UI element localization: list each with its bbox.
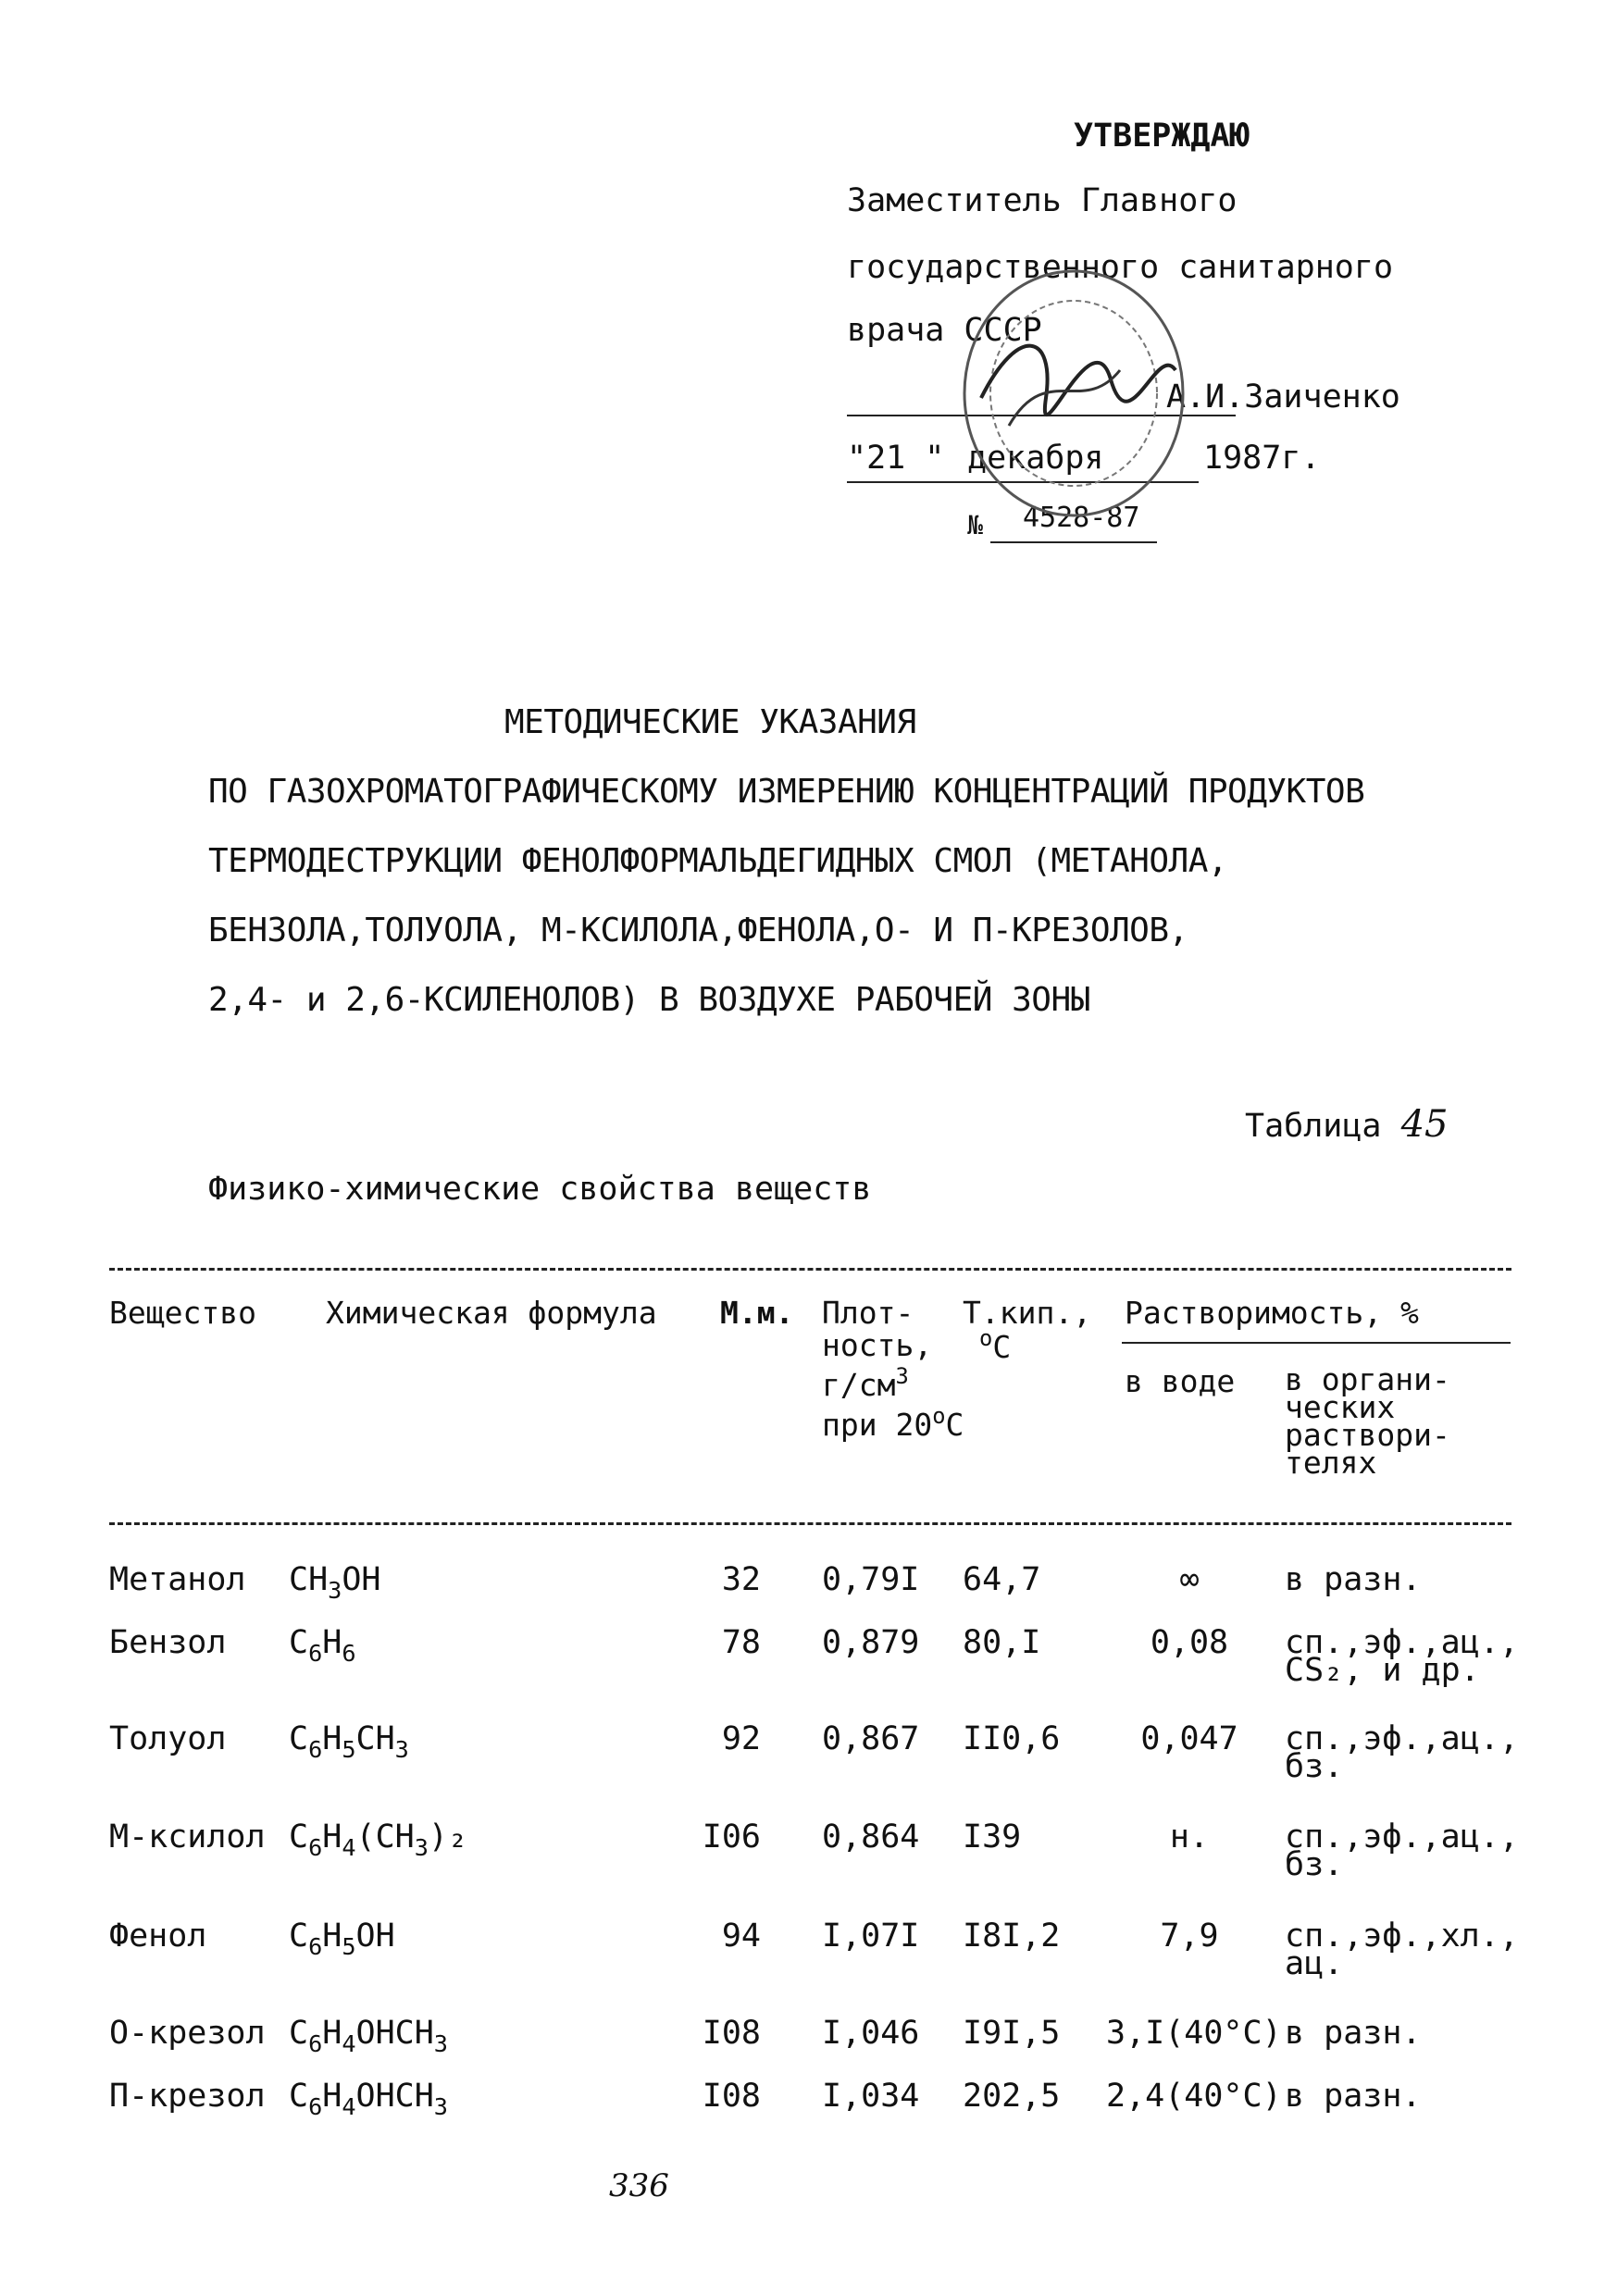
table-caption: Физико-химические свойства веществ [208, 1171, 872, 1208]
header-density-1: Плот- [822, 1295, 914, 1331]
date-day-underline [847, 481, 967, 483]
formula-part: 3 [433, 2092, 448, 2120]
header-in-organic-3: раствори- [1285, 1417, 1450, 1453]
header-density-4-sup: о [932, 1402, 946, 1429]
title-line-1: МЕТОДИЧЕСКИЕ УКАЗАНИЯ [504, 703, 916, 741]
row-formula [289, 1917, 395, 1960]
approval-date-year: 1987г. [1203, 440, 1321, 477]
row-boiling-point: II0,6 [963, 1720, 1061, 1757]
header-in-water: в воде [1125, 1363, 1236, 1399]
formula-part: 6 [308, 2029, 323, 2057]
page-number: 336 [609, 2167, 669, 2204]
row-boiling-point: 80,I [963, 1624, 1041, 1661]
table-top-rule [109, 1268, 1511, 1271]
formula-part: OH [355, 1917, 395, 1955]
row-formula [289, 1818, 468, 1861]
header-density-2: ность, [822, 1327, 933, 1363]
row-molar-mass: I08 [702, 2015, 761, 2052]
solubility-rule [1122, 1342, 1511, 1344]
row-molar-mass: 94 [721, 1917, 761, 1955]
formula-part: C [289, 1917, 309, 1955]
table-label [1245, 1103, 1449, 1146]
row-boiling-point: I39 [963, 1818, 1022, 1855]
formula-part: )₂ [428, 1818, 468, 1855]
header-density-4 [822, 1402, 964, 1443]
formula-part: 3 [394, 1735, 409, 1763]
formula-part: C [289, 1624, 309, 1661]
row-solubility-water: 2,4(40°C) [1106, 2078, 1282, 2115]
row-formula [289, 2078, 448, 2120]
row-substance: Метанол [109, 1561, 246, 1598]
approval-number-prefix: № [967, 510, 983, 540]
header-in-organic-2: ческих [1285, 1389, 1396, 1425]
row-solubility-organic-2: бз. [1285, 1748, 1344, 1785]
formula-part: 6 [308, 2092, 323, 2120]
row-formula [289, 1720, 409, 1763]
header-in-organic [1285, 1361, 1450, 1481]
formula-part: 6 [308, 1639, 323, 1667]
row-substance: Бензол [109, 1624, 227, 1661]
row-density: 0,879 [822, 1624, 920, 1661]
formula-part: OHCH [355, 2015, 434, 2052]
row-molar-mass: I06 [702, 1818, 761, 1855]
formula-part: H [322, 1720, 342, 1757]
row-density: 0,864 [822, 1818, 920, 1855]
row-substance: М-ксилол [109, 1818, 266, 1855]
formula-part: H [322, 1818, 342, 1855]
formula-part: 6 [308, 1735, 323, 1763]
row-density: I,07I [822, 1917, 920, 1955]
formula-part: 4 [342, 2029, 356, 2057]
formula-part: OH [342, 1561, 381, 1598]
formula-part: 6 [342, 1639, 356, 1667]
row-substance: Фенол [109, 1917, 207, 1955]
row-solubility-organic-2: ац. [1285, 1945, 1344, 1982]
formula-part: 6 [308, 1932, 323, 1960]
official-stamp [953, 259, 1194, 527]
header-boiling [963, 1295, 1092, 1365]
header-formula: Химическая формула [326, 1295, 657, 1331]
approval-line-2: государственного санитарного [847, 249, 1394, 286]
formula-part: 3 [433, 2029, 448, 2057]
table-label-text: Таблица [1245, 1108, 1382, 1145]
header-substance: Вещество [109, 1295, 256, 1331]
header-solubility: Растворимость, % [1125, 1295, 1419, 1331]
formula-part: 6 [308, 1833, 323, 1861]
row-substance: Толуол [109, 1720, 227, 1757]
formula-part: H [322, 2078, 342, 2115]
row-solubility-organic-1: сп.,эф.,ац., [1285, 1818, 1519, 1855]
row-solubility-organic-2: бз. [1285, 1846, 1344, 1883]
row-molar-mass: 92 [721, 1720, 761, 1757]
row-molar-mass: 32 [721, 1561, 761, 1598]
formula-part: H [322, 1917, 342, 1955]
header-boiling-2-sup: о [979, 1324, 993, 1351]
row-solubility-organic-1: в разн. [1285, 2078, 1422, 2115]
formula-part: H [322, 2015, 342, 2052]
title-line-2: ПО ГАЗОХРОМАТОГРАФИЧЕСКОМУ ИЗМЕРЕНИЮ КОНЦЕНТРАЦИЙ ПРОДУКТОВ [208, 773, 1365, 811]
approval-date-day: "21 " [847, 440, 945, 477]
row-solubility-water: 7,9 [1160, 1917, 1219, 1955]
formula-part: 3 [328, 1576, 342, 1604]
row-solubility-water: ∞ [1179, 1561, 1200, 1598]
table-number: 45 [1400, 1103, 1449, 1146]
row-formula [289, 2015, 448, 2057]
row-molar-mass: I08 [702, 2078, 761, 2115]
formula-part: (CH [355, 1818, 415, 1855]
header-mm: М.м. [720, 1295, 794, 1331]
row-solubility-organic-2: CS₂, и др. [1285, 1652, 1480, 1689]
row-formula [289, 1624, 356, 1667]
row-solubility-organic-1: в разн. [1285, 2015, 1422, 2052]
formula-part: CH [289, 1561, 329, 1598]
header-boiling-2 [979, 1324, 1091, 1365]
row-solubility-water: 0,047 [1140, 1720, 1238, 1757]
row-density: 0,867 [822, 1720, 920, 1757]
header-in-organic-4: телях [1285, 1445, 1377, 1481]
formula-part: C [289, 1720, 309, 1757]
row-solubility-water: н. [1169, 1818, 1210, 1855]
approval-date-month: декабря [967, 440, 1104, 477]
row-solubility-organic-1: сп.,эф.,ац., [1285, 1624, 1519, 1661]
row-solubility-organic-1: в разн. [1285, 1561, 1422, 1598]
row-boiling-point: I8I,2 [963, 1917, 1061, 1955]
row-density: I,034 [822, 2078, 920, 2115]
formula-part: OHCH [355, 2078, 434, 2115]
formula-part: 4 [342, 2092, 356, 2120]
row-solubility-water: 0,08 [1150, 1624, 1229, 1661]
title-line-4: БЕНЗОЛА,ТОЛУОЛА, М-КСИЛОЛА,ФЕНОЛА,О- И П-КРЕЗОЛОВ, [208, 912, 1188, 949]
header-density [822, 1295, 964, 1443]
row-boiling-point: 202,5 [963, 2078, 1061, 2115]
row-density: I,046 [822, 2015, 920, 2052]
row-molar-mass: 78 [721, 1624, 761, 1661]
formula-part: CH [355, 1720, 395, 1757]
formula-part: 5 [342, 1735, 356, 1763]
row-boiling-point: 64,7 [963, 1561, 1041, 1598]
header-density-3 [822, 1362, 964, 1403]
header-boiling-1: Т.кип., [963, 1295, 1092, 1331]
signature-name: А.И.Заиченко [1166, 379, 1400, 416]
approval-line-3: врача СССР [847, 312, 1042, 349]
approval-number: 4528-87 [1023, 502, 1140, 534]
row-solubility-organic-1: сп.,эф.,ац., [1285, 1720, 1519, 1757]
formula-part: 4 [342, 1833, 356, 1861]
formula-part: H [322, 1624, 342, 1661]
row-boiling-point: I9I,5 [963, 2015, 1061, 2052]
header-in-organic-1: в органи- [1285, 1361, 1450, 1397]
title-line-5: 2,4- и 2,6-КСИЛЕНОЛОВ) В ВОЗДУХЕ РАБОЧЕЙ ЗОНЫ [208, 981, 1090, 1019]
row-substance: П-крезол [109, 2078, 266, 2115]
row-solubility-organic-1: сп.,эф.,хл., [1285, 1917, 1519, 1955]
formula-part: C [289, 2015, 309, 2052]
row-solubility-water: 3,I(40°C) [1106, 2015, 1282, 2052]
formula-part: 5 [342, 1932, 356, 1960]
formula-part: C [289, 2078, 309, 2115]
row-density: 0,79I [822, 1561, 920, 1598]
header-density-4-text: при 20 [822, 1407, 933, 1443]
row-substance: О-крезол [109, 2015, 266, 2052]
title-line-3: ТЕРМОДЕСТРУКЦИИ ФЕНОЛФОРМАЛЬДЕГИДНЫХ СМОЛ (МЕТАНОЛА, [208, 842, 1228, 880]
approval-line-1: Заместитель Главного [847, 182, 1238, 219]
header-density-3-text: г/см [822, 1367, 896, 1403]
row-formula [289, 1561, 381, 1604]
table-header-rule [109, 1522, 1511, 1525]
formula-part: C [289, 1818, 309, 1855]
header-density-3-sup: 3 [895, 1362, 909, 1389]
header-boiling-2-text: С [992, 1329, 1012, 1365]
number-underline [990, 541, 1157, 543]
formula-part: 3 [414, 1833, 429, 1861]
approval-heading: УТВЕРЖДАЮ [1074, 118, 1250, 155]
header-density-4-end: С [945, 1407, 964, 1443]
